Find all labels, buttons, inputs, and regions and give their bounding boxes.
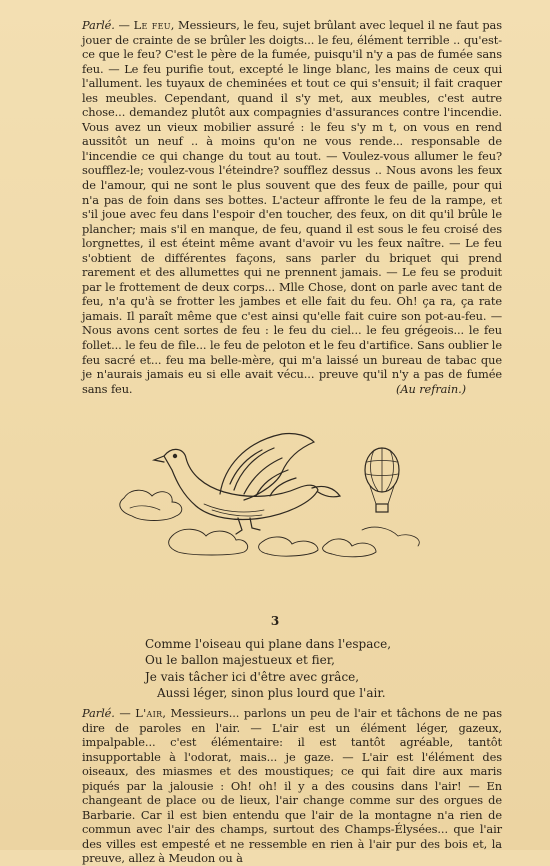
- verse-stanza: [145, 636, 465, 701]
- dash: —: [114, 706, 136, 720]
- verse-line: Aussi léger, sinon plus lourd que l'air.: [157, 685, 386, 700]
- verse-line: Je vais tâcher ici d'être avec grâce,: [145, 669, 360, 684]
- lead-word: Le feu: [133, 18, 171, 32]
- speaker-label: Parlé.: [82, 706, 115, 720]
- verse-line: Ou le ballon majestueux et fier,: [145, 653, 335, 668]
- refrain-note: (Au refrain.): [395, 381, 466, 396]
- paragraph-text: , Messieurs, le feu, sujet brûlant avec lequel il ne faut pas jouer de crainte de se brûler les doigts... le feu, élément terrible .. qu'est-ce que le feu? C'est le père de la fumée, puisqu'il n'y a pas de fumée sans feu. — Le feu purifie tout, excepté le linge blanc, les mains de ceux qui l'allument. les tuyaux de cheminées et tout ce qui s'ensuit; il fait craquer les meubles. Cependant, quand il s'y met, aux meubles, c'est autre chose... demandez plutôt aux compagnies d'assurances contre l'incendie. Vous avez un vieux mobilier assuré : le feu s'y m t, on vous en rend aussitôt un neuf .. à moins qu'on ne vous rende... responsable de l'incendie ce qui change du tout au tout. — Voulez-vous allumer le feu? soufflez-le; voulez-vous l'éteindre? soufflez dessus .. Nous avons les feux de l'amour, qui ne sont le plus souvent que des feux de paille, pour qui n'a pas de foin dans ses bottes. L'acteur affronte le feu de la rampe, et s'il joue avec feu dans l'espoir d'en toucher, des feux, on dit qu'il brûle le plancher; mais s'il en manque, de feu, quand il est sous le feu croisé des lorgnettes, il est éteint même avant d'avoir vu les feux naître. — Le feu s'obtient de différentes façons, sans parler du briquet qui prend rarement et des allumettes qui ne prennent jamais. — Le feu se produit par le frottement de deux corps... Mlle Chose, dont on parle avec tant de feu, n'a qu'à se frotter les jambes et elle fait du feu. Oh! ça ra, ça rate jamais. Il paraît même que c'est ainsi qu'elle fait cuire son pot-au-feu. — Nous avons cent sortes de feu : le feu du ciel... le feu grégeois... le feu follet... le feu de file... le feu de peloton et le feu d'artifice. Sans oublier le feu sacré et... feu ma belle-mère, qui m'a laissé un bureau de tabac que je n'aurais jamais eu si elle avait vécu... preuve qu'il n'y a pas de fumée sans feu.: [82, 18, 502, 396]
- verse-line: Comme l'oiseau qui plane dans l'espace,: [145, 637, 392, 651]
- bird-and-balloon-icon: [112, 418, 432, 568]
- speaker-label: Parlé.: [82, 18, 115, 32]
- lead-word: L'air: [135, 706, 163, 720]
- paragraph-air: [82, 706, 502, 866]
- section-number: 3: [270, 614, 280, 628]
- dash: —: [114, 18, 134, 32]
- paragraph-fire: [82, 18, 502, 396]
- paragraph-text: , Messieurs... parlons un peu de l'air et tâchons de ne pas dire de paroles en l'air. — L'air est un élément léger, gazeux, impalpable... c'est élémentaire: il est tantôt agréable, tantôt insupportable à l'odorat, mais... je gaze. — L'air est l'élément des oiseaux, des miasmes et des moustiques; ce qui fait dire aux maris piqués par la jalousie : Oh! oh! il y a des cousins dans l'air! — En changeant de place ou de lieux, l'air change comme sur des orgues de Barbarie. Car il est bien entendu que l'air de la montagne n'a rien de commun avec l'air des champs, surtout des Champs-Élysées... que l'air des villes est empesté et ne ressemble en rien à l'air pur des bois et, la preuve, allez à Meudon ou à: [82, 706, 502, 866]
